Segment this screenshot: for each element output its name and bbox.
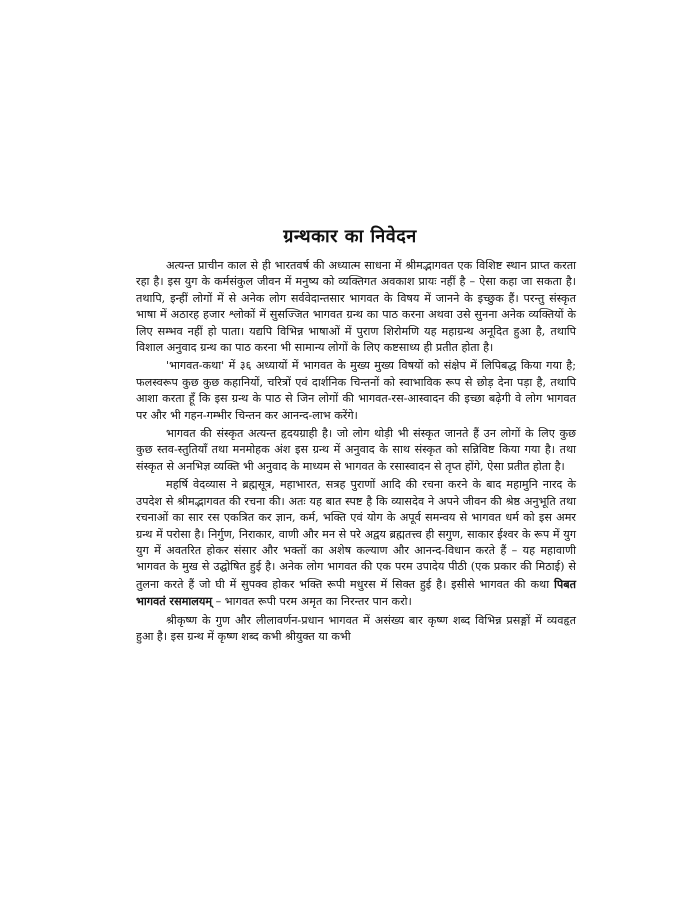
paragraph-4 — [136, 477, 576, 610]
paragraph-5: श्रीकृष्ण के गुण और लीलावर्णन-प्रधान भागवत में असंख्य बार कृष्ण शब्द विभिन्न प्रसङ्गों में व्यवहृत हुआ है। इस ग्रन्थ में कृष्ण शब्द कभी श्रीयुक्त या कभी — [136, 613, 576, 643]
paragraph-3: भागवत की संस्कृत अत्यन्त हृदयग्राही है। जो लोग थोड़ी भी संस्कृत जानते हैं उन लोगों के लिए कुछ कुछ स्तव-स्तुतियाँ तथा मनमोहक अंश इस ग्रन्थ में अनुवाद के साथ संस्कृत को सन्निविष्ट किया गया है। तथा संस्कृत से अनभिज्ञ व्यक्ति भी अनुवाद के माध्यम से भागवत के रसास्वादन से तृप्त होंगे, ऐसा प्रतीत होता है। — [136, 427, 576, 473]
page-title: ग्रन्थकार का निवेदन — [283, 226, 417, 247]
paragraph-2: 'भागवत-कथा' में ३६ अध्यायों में भागवत के मुख्य मुख्य विषयों को संक्षेप में लिपिबद्ध किया गया है; फलस्वरूप कुछ कुछ कहानियों, चरित्रों एवं दार्शनिक चिन्तनों को स्वाभाविक रूप से छोड़ देना पड़ा है, तथापि आशा करता हूँ कि इस ग्रन्थ के पाठ से जिन लोगों की भागवत-रस-आस्वादन की इच्छा बढ़ेगी वे लोग भागवत पर और भी गहन-गम्भीर चिन्तन कर आनन्द-लाभ करेंगे। — [136, 359, 576, 422]
paragraph-1: अत्यन्त प्राचीन काल से ही भारतवर्ष की अध्यात्म साधना में श्रीमद्भागवत एक विशिष्ट स्थान प्राप्त करता रहा है। इस युग के कर्मसंकुल जीवन में मनुष्य को व्यक्तिगत अवकाश प्रायः नहीं है – ऐसा कहा जा सकता है। तथापि, इन्हीं लोगों में से अनेक लोग सर्ववेदान्तसार भागवत के विषय में जानने के इच्छुक हैं। परन्तु संस्कृत भाषा में अठारह हजार श्लोकों में सुसज्जित भागवत ग्रन्थ का पाठ करना अथवा उसे सुनना अनेक व्यक्तियों के लिए सम्भव नहीं हो पाता। यद्यपि विभिन्न भाषाओं में पुराण शिरोमणि यह महाग्रन्थ अनूदित हुआ है, तथापि विशाल अनुवाद ग्रन्थ का पाठ करना भी सामान्य लोगों के लिए कष्टसाध्य ही प्रतीत होता है। — [136, 259, 576, 355]
paragraph-4-text-after: – भागवत रूपी परम अमृत का निरन्तर पान करो। — [212, 595, 412, 609]
paragraph-4-sanskrit-quote: पिबत भागवतं रसमालयम् — [136, 576, 576, 609]
paragraph-4-text-before: महर्षि वेदव्यास ने ब्रह्मसूत्र, महाभारत, सत्रह पुराणों आदि की रचना करने के बाद महामुनि नारद के उपदेश से श्रीमद्भागवत की रचना की। अतः यह बात स्पष्ट है कि व्यासदेव ने अपने जीवन की श्रेष्ठ अनुभूति तथा रचनाओं का सार रस एकत्रित कर ज्ञान, कर्म, भक्ति एवं योग के अपूर्व समन्वय से भागवत धर्म को इस अमर ग्रन्थ में परोसा है। निर्गुण, निराकार, वाणी और मन से परे अद्वय ब्रह्मतत्त्व ही सगुण, साकार ईश्वर के रूप में युग युग में अवतरित होकर संसार और भक्तों का अशेष कल्याण और आनन्द-विधान करते हैं – यह महावाणी भागवत के मुख से उद्घोषित हुई है। अनेक लोग भागवत की एक परम उपादेय पीठी (एक प्रकार की मिठाई) से तुलना करते हैं जो घी में सुपक्व होकर भक्ति रूपी मधुरस में सिक्त हुई है। इसीसे भागवत की कथा — [136, 478, 576, 591]
body-text — [136, 258, 576, 647]
